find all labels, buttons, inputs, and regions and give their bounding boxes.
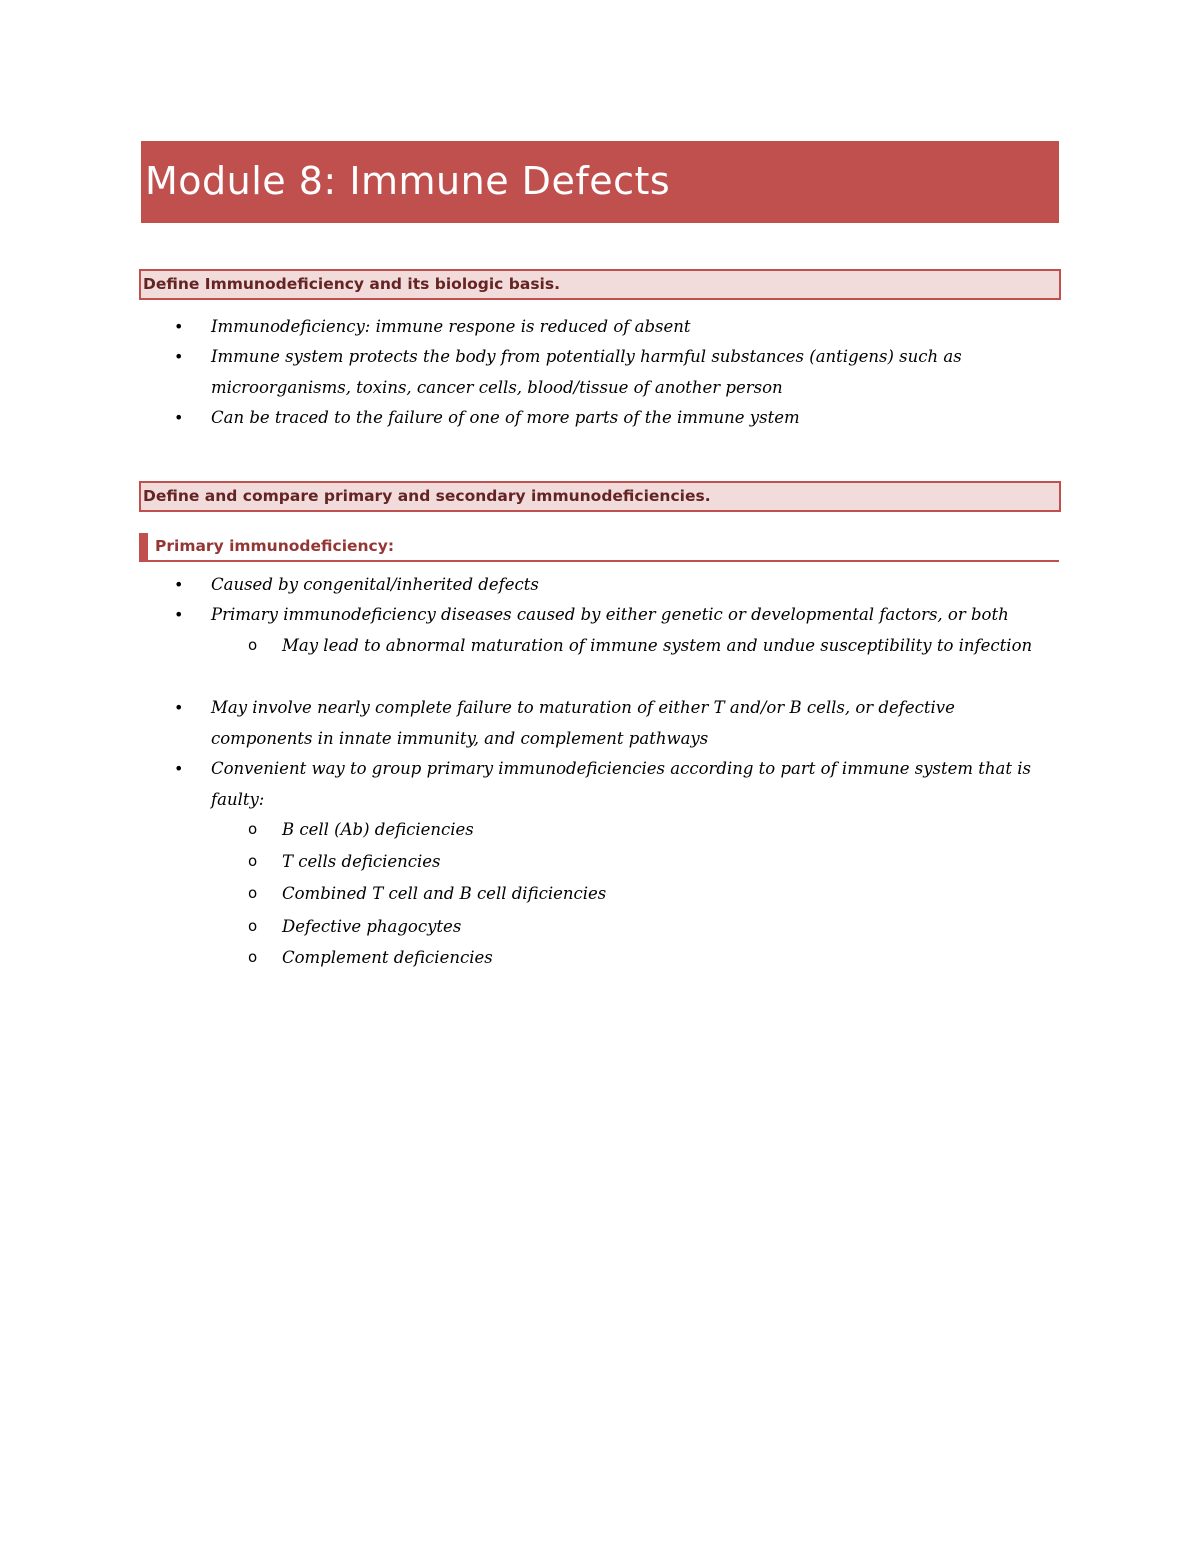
list-item-text: Caused by congenital/inherited defects	[211, 575, 539, 594]
section-heading-text: Define Immunodeficiency and its biologic basis.	[143, 275, 560, 293]
section-heading-immunodeficiency	[139, 269, 1061, 300]
bullet-icon: •	[174, 347, 184, 366]
bullet-icon: •	[174, 317, 184, 336]
list-item	[174, 599, 1061, 630]
list-item-text: T cells deficiencies	[282, 852, 441, 871]
list-item-text: Complement deficiencies	[282, 948, 493, 967]
page-title-banner	[141, 141, 1059, 223]
bullet-icon: o	[248, 636, 258, 654]
bullet-icon: o	[248, 884, 258, 902]
list-item	[174, 692, 1061, 754]
sub-list-item	[248, 878, 1062, 909]
list-item-text: Primary immunodeficiency diseases caused by either genetic or developmental factors, or both	[211, 605, 1009, 624]
sub-list-item	[248, 942, 1062, 973]
list-item	[174, 311, 1061, 342]
list-item-text: B cell (Ab) deficiencies	[282, 820, 474, 839]
subheading-text: Primary immunodeficiency:	[155, 537, 395, 555]
page-title: Module 8: Immune Defects	[145, 159, 671, 203]
sub-list-item	[248, 814, 1062, 845]
bullet-icon: •	[174, 408, 184, 427]
list-item	[174, 402, 1061, 433]
list-item-text: Defective phagocytes	[282, 917, 462, 936]
subheading-accent-bar	[139, 533, 148, 560]
list-item-text: Convenient way to group primary immunodeficiencies according to part of immune system that is faulty:	[211, 759, 1032, 809]
bullet-icon: o	[248, 948, 258, 966]
bullet-icon: o	[248, 917, 258, 935]
list-item-text: May lead to abnormal maturation of immune system and undue susceptibility to infection	[282, 636, 1033, 655]
list-item	[174, 341, 1061, 403]
section-heading-text: Define and compare primary and secondary immunodeficiencies.	[143, 487, 711, 505]
subheading-primary-immunodeficiency	[139, 533, 1059, 562]
section-heading-primary-secondary	[139, 481, 1061, 512]
bullet-icon: o	[248, 820, 258, 838]
bullet-icon: o	[248, 852, 258, 870]
bullet-icon: •	[174, 759, 184, 778]
list-item-text: May involve nearly complete failure to maturation of either T and/or B cells, or defective components in innate immunity, and complement pathways	[211, 698, 955, 748]
list-item-text: Can be traced to the failure of one of more parts of the immune ystem	[211, 408, 800, 427]
sub-list-item	[248, 846, 1062, 877]
list-item	[174, 569, 1061, 600]
list-item-text: Immunodeficiency: immune respone is reduced of absent	[211, 317, 691, 336]
list-item	[174, 753, 1061, 815]
bullet-icon: •	[174, 605, 184, 624]
list-item-text: Immune system protects the body from potentially harmful substances (antigens) such as microorganisms, toxins, cancer cells, blood/tissue of another person	[211, 347, 962, 397]
sub-list-item	[248, 630, 1062, 661]
list-item-text: Combined T cell and B cell dificiencies	[282, 884, 607, 903]
bullet-icon: •	[174, 698, 184, 717]
sub-list-item	[248, 911, 1062, 942]
bullet-icon: •	[174, 575, 184, 594]
